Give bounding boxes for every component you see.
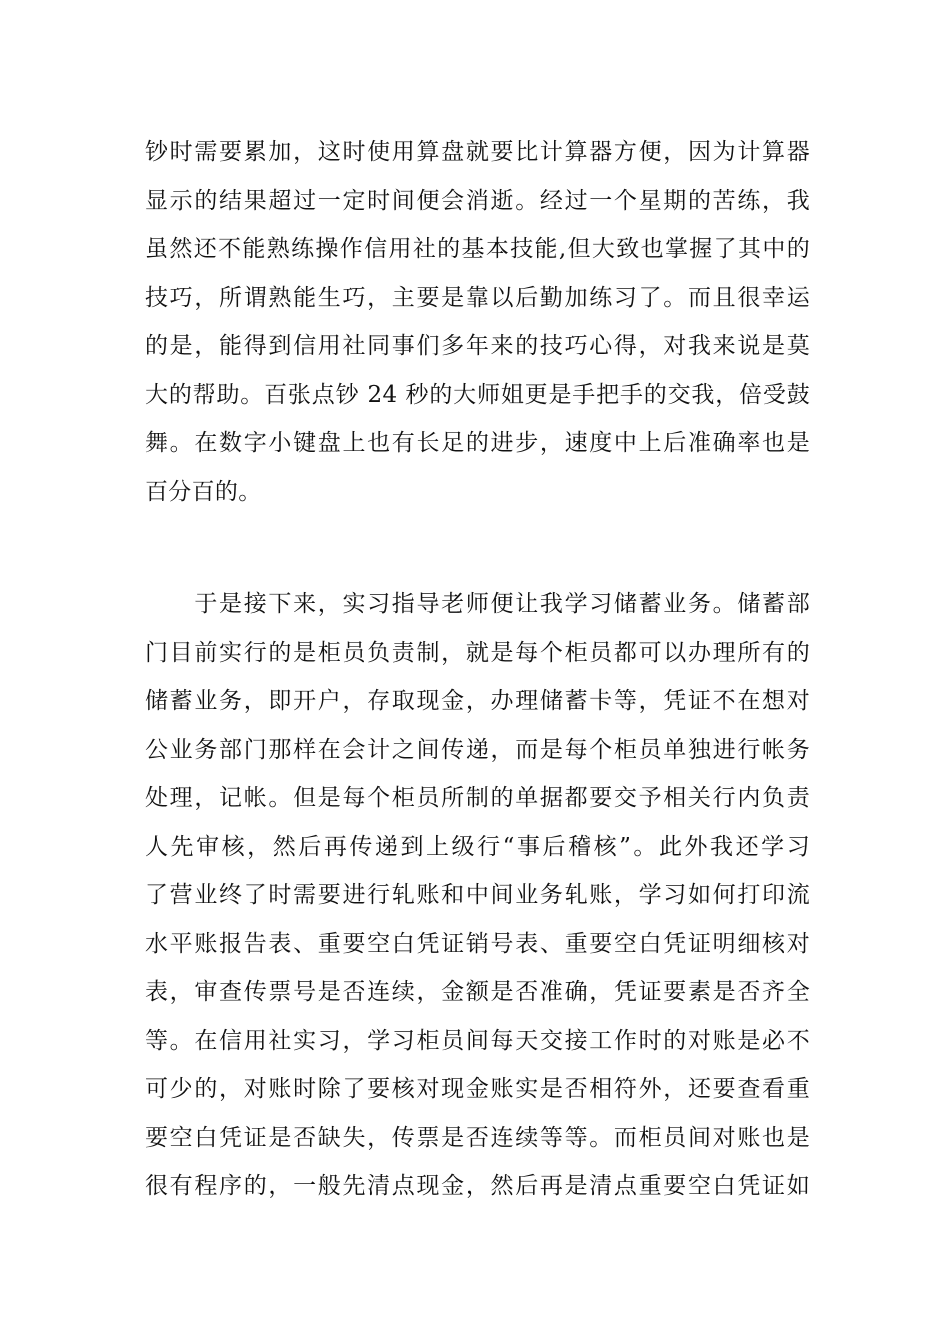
text-line: 人先审核，然后再传递到上级行“事后稽核”。此外我还学习 (145, 833, 810, 860)
text-line: 门目前实行的是柜员负责制，就是每个柜员都可以办理所有的 (145, 639, 810, 666)
text-line: 水平账报告表、重要空白凭证销号表、重要空白凭证明细核对 (145, 930, 810, 957)
text-line: 等。在信用社实习，学习柜员间每天交接工作时的对账是必不 (145, 1027, 810, 1054)
text-line: 了营业终了时需要进行轧账和中间业务轧账，学习如何打印流 (145, 882, 810, 908)
text-line: 表，审查传票号是否连续，金额是否准确，凭证要素是否齐全 (145, 979, 810, 1005)
text-line: 很有程序的，一般先清点现金，然后再是清点重要空白凭证如 (145, 1173, 810, 1199)
paragraph-1 (145, 128, 810, 516)
text-line: 要空白凭证是否缺失，传票是否连续等等。而柜员间对账也是 (145, 1124, 810, 1151)
text-line: 储蓄业务，即开户，存取现金，办理储蓄卡等，凭证不在想对 (145, 688, 810, 714)
text-line: 于是接下来，实习指导老师便让我学习储蓄业务。储蓄部 (145, 591, 810, 617)
text-line: 虽然还不能熟练操作信用社的基本技能,但大致也掌握了其中的 (145, 236, 810, 262)
text-line: 处理，记帐。但是每个柜员所制的单据都要交予相关行内负责 (145, 785, 810, 811)
text-line: 可少的，对账时除了要核对现金账实是否相符外，还要查看重 (145, 1076, 810, 1102)
text-line-last: 百分百的。 (145, 478, 262, 505)
text-line: 舞。在数字小键盘上也有长足的进步，速度中上后准确率也是 (145, 430, 810, 456)
text-line: 技巧，所谓熟能生巧，主要是靠以后勤加练习了。而且很幸运 (145, 284, 810, 311)
text-line: 显示的结果超过一定时间便会消逝。经过一个星期的苦练，我 (145, 187, 810, 214)
text-line: 的是，能得到信用社同事们多年来的技巧心得，对我来说是莫 (145, 333, 810, 359)
text-line: 大的帮助。百张点钞 24 秒的大师姐更是手把手的交我，倍受鼓 (145, 381, 810, 408)
text-line: 钞时需要累加，这时使用算盘就要比计算器方便，因为计算器 (145, 139, 810, 165)
text-line: 公业务部门那样在会计之间传递，而是每个柜员单独进行帐务 (145, 736, 810, 763)
paragraph-2 (145, 580, 810, 1211)
